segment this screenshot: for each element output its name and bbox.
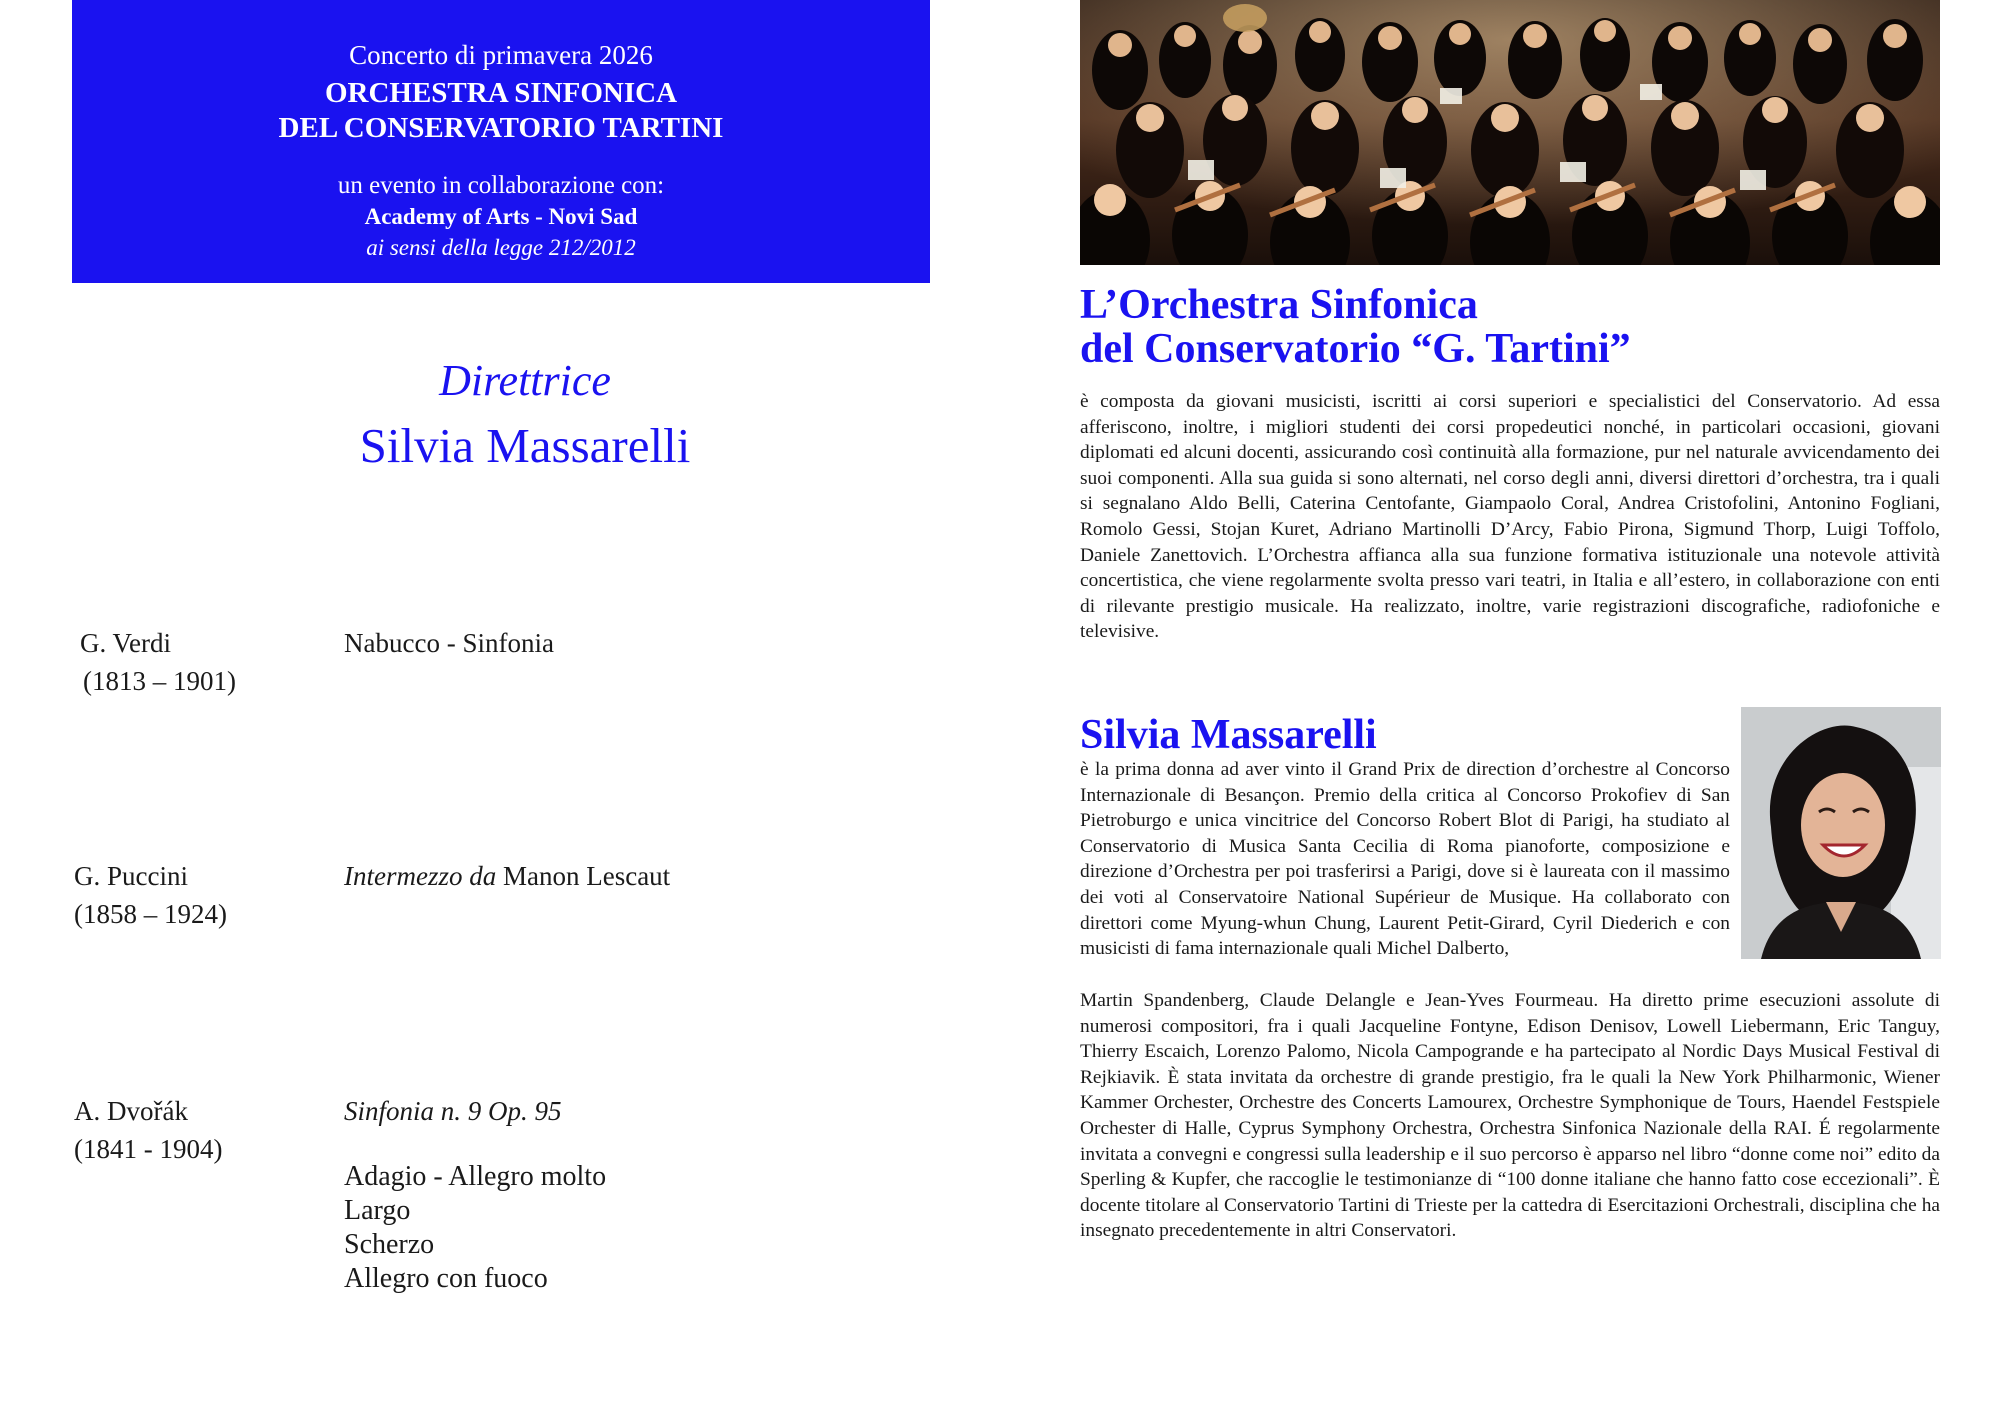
- orchestra-photo-image: [1080, 0, 1940, 265]
- composer-name: G. Puccini: [74, 861, 188, 891]
- program-composer-dvorak: [74, 1092, 222, 1168]
- director-portrait: [1741, 707, 1941, 959]
- movement-item: Adagio - Allegro molto: [344, 1161, 607, 1192]
- orchestra-name-line1: ORCHESTRA SINFONICA: [324, 77, 678, 109]
- program-composer-puccini: [74, 857, 227, 933]
- collaboration-intro: un evento in collaborazione con:: [337, 172, 665, 199]
- work-title: Sinfonia n. 9 Op. 95: [344, 1096, 562, 1126]
- movement-item: Largo: [344, 1195, 411, 1226]
- movements-list: [344, 1160, 606, 1296]
- composer-name: A. Dvořák: [74, 1096, 188, 1126]
- bio-section-title: Silvia Massarelli: [1080, 712, 1377, 758]
- orchestra-photo: [1080, 0, 1940, 265]
- concert-name: Concerto di primavera 2026: [349, 40, 653, 70]
- composer-years: (1858 – 1924): [74, 899, 227, 929]
- work-prefix: Intermezzo da: [344, 861, 497, 891]
- program-composer-verdi: [80, 624, 236, 700]
- movement-item: Scherzo: [344, 1229, 435, 1260]
- program-work-dvorak: [344, 1092, 562, 1130]
- work-title: Manon Lescaut: [496, 861, 671, 891]
- composer-name: G. Verdi: [80, 628, 171, 658]
- composer-years: (1841 - 1904): [74, 1134, 223, 1164]
- work-title: Nabucco - Sinfonia: [344, 628, 554, 658]
- movement-item: Allegro con fuoco: [344, 1263, 548, 1294]
- program-work-verdi: [344, 624, 554, 662]
- orchestra-title-line2: del Conservatorio “G. Tartini”: [1080, 326, 1631, 372]
- event-banner: [72, 0, 930, 283]
- composer-years: (1813 – 1901): [83, 666, 236, 696]
- orchestra-section-title: [1080, 283, 1631, 371]
- bio-text-part2: Martin Spandenberg, Claude Delangle e Jean-Yves Fourmeau. Ha diretto prime esecuzioni assolute di numerosi compositori, fra i quali Jacqueline Fontyne, Edison Denisov, Lowell Liebermann, Eric Tanguy, Thierry Escaich, Lorenzo Palomo, Nicola Campogrande e ha partecipato al Nordic Days Musical Festival di Rejkiavik. È stata invitata da orchestre di grande prestigio, fra le quali la New York Philharmonic, Wiener Kammer Orchester, Orchestre des Concerts Lamourex, Orchestre Symphonique de Tours, Haendel Festspiele Orchester di Halle, Cyprus Symphony Orchestra, Orchestra Sinfonica Nazionale della RAI. É regolarmente invitata a convegni e congressi sulla leadership e il suo percorso è apparso nel libro “donne come noi” edito da Sperling & Kupfer, che raccoglie le testimonianze di “100 donne italiane che hanno fatto cose eccezionali”. È docente titolare al Conservatorio Tartini di Trieste per la cattedra di Esercitazioni Orchestrali, disciplina che ha insegnato precedentemente in altri Conservatori.: [1080, 990, 1940, 1242]
- bio-text-part1: è la prima donna ad aver vinto il Grand Prix de direction d’orchestre al Concorso Internazionale di Besançon. Premio della critica al Concorso Prokofiev di San Pietroburgo e unica vincitrice del Concorso Robert Blot di Parigi, ha studiato al Conservatorio di Musica Santa Cecilia di Roma pianoforte, composizione e direzione d’Orchestra per poi trasferirsi a Parigi, dove si è laureata con il massimo dei voti al Conservatoire National Supérieur de Musique. Ha collaborato con direttori come Myung-whun Chung, Laurent Petit-Girard, Cyril Diederich e con musicisti di fama internazionale quali Michel Dalberto,: [1080, 759, 1730, 960]
- orchestra-name-line2: DEL CONSERVATORIO TARTINI: [278, 112, 724, 144]
- legal-note: ai sensi della legge 212/2012: [366, 235, 636, 260]
- director-portrait-image: [1741, 707, 1941, 959]
- director-role: Direttrice: [439, 356, 611, 405]
- orchestra-description: è composta da giovani musicisti, iscritti ai corsi superiori e specialistici del Conservatorio. Ad essa afferiscono, inoltre, i migliori studenti dei corsi propedeutici nonché, in particolari occasioni, giovani diplomati ed alcuni docenti, assicurando così continuità alla formazione, pur nel naturale avvicendamento dei suoi componenti. Alla sua guida si sono alternati, nel corso degli anni, diversi direttori d’orchestra, tra i quali si segnalano Aldo Belli, Caterina Centofante, Giampaolo Coral, Andrea Cristofolini, Antonino Fogliani, Romolo Gessi, Stojan Kuret, Adriano Martinolli D’Arcy, Fabio Pirona, Sigmund Thorp, Luigi Toffolo, Daniele Zanettovich. L’Orchestra affianca alla sua funzione formativa istituzionale una notevole attività concertistica, che viene regolarmente svolta presso vari teatri, in Italia e all’estero, in collaborazione con enti di rilevante prestigio musicale. Ha realizzato, inoltre, varie registrazioni discografiche, radiofoniche e televisive.: [1080, 391, 1940, 643]
- collaboration-partner: Academy of Arts - Novi Sad: [364, 204, 638, 229]
- director-name: Silvia Massarelli: [359, 418, 691, 473]
- orchestra-title-line1: L’Orchestra Sinfonica: [1080, 282, 1478, 328]
- program-work-puccini: [344, 857, 670, 895]
